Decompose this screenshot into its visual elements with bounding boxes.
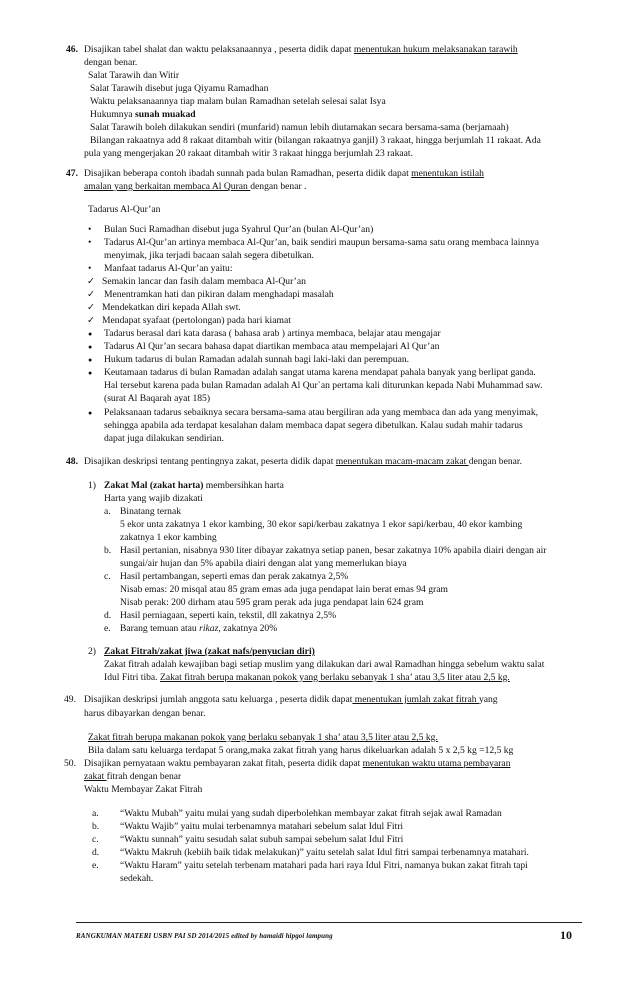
q46-line2: dengan benar. <box>84 57 138 68</box>
dot-bullet-icon: ● <box>88 369 93 377</box>
q47-dot-4-cont2: (surat Al Baqarah ayat 185) <box>104 393 211 404</box>
q48-item-d: Hasil perniagaan, seperti kain, tekstil, dll zakatnya 2,5% <box>120 610 337 621</box>
q47-indicator-1: menentukan istilah <box>411 168 484 179</box>
q47-dot-2: Tadarus Al Qur’an secara bahasa dapat diartikan membaca atau mempelajari Al Qur’an <box>104 341 440 352</box>
q48-item-a-line3: zakatnya 1 ekor kambing <box>120 532 217 543</box>
q48-section1-number: 1) <box>88 480 96 491</box>
q47-bullet-3: Manfaat tadarus Al-Qur’an yaitu: <box>104 263 233 274</box>
q50-item-b: “Waktu Wajib” yaitu mulai terbenamnya matahari sebelum salat Idul Fitri <box>120 821 404 832</box>
q50-item-d: “Waktu Makruh (kebiih baik tidak melakukan)” yaitu setelah salat Idul fitri sampai terbenamnya matahari. <box>120 847 529 858</box>
q47-check-1: Semakin lancar dan fasih dalam membaca Al-Qur’an <box>102 276 306 287</box>
q48-item-c-marker: c. <box>104 571 111 582</box>
q48-indicator: menentukan macam-macam zakat <box>335 456 469 467</box>
q50-item-e: “Waktu Haram” yaitu setelah terbenam matahari pada hari raya Idul Fitri, namanya bukan zakat fitrah tapi <box>120 860 528 871</box>
q47-dot-5-cont2: dapat juga dilakukan sendirian. <box>104 433 224 444</box>
q47-heading: Tadarus Al-Qur’an <box>88 204 161 215</box>
q48-item-c-line2: Nisab emas: 20 misqal atau 85 gram emas ada juga pendapat lain berat emas 94 gram <box>120 584 448 595</box>
bullet-marker: • <box>88 263 92 274</box>
q48-item-b-line2: sungai/air hujan dan 5% apabila diairi dengan alat yang memerlukan biaya <box>120 558 407 569</box>
q49-line3: Zakat fitrah berupa makanan pokok yang berlaku sebanyak 1 sha’ atau 3,5 liter atau 2,5 kg. <box>88 732 438 743</box>
q47-dot-5-cont: sehingga apabila ada terdapat kesalahan dalam membaca dapat segera dibetulkan. Kalau sudah mahir tadarus <box>104 420 523 431</box>
page-number: 10 <box>560 928 572 942</box>
check-icon: ✓ <box>87 302 96 313</box>
q49-line4: Bila dalam satu keluarga terdapat 5 orang,maka zakat fitrah yang harus dikeluarkan adalah 5 x 2,5 kg =12,5 kg <box>88 745 514 756</box>
q50-indicator-1: menentukan waktu utama pembayaran <box>362 758 511 769</box>
q50-item-e-cont: sedekah. <box>120 873 154 884</box>
q47-dot-3: Hukum tadarus di bulan Ramadan adalah sunnah bagi laki-laki dan perempuan. <box>104 354 410 365</box>
q49-intro: Disajikan deskripsi jumlah anggota satu keluarga , peserta didik dapat menentukan jumlah zakat fitrah yang <box>84 694 498 705</box>
q50-intro: Disajikan pernyataan waktu pembayaran zakat fitah, peserta didik dapat menentukan waktu utama pembayaran <box>84 758 511 769</box>
q48-item-c: Hasil pertambangan, seperti emas dan perak zakatnya 2,5% <box>120 571 349 582</box>
q50-heading: Waktu Membayar Zakat Fitrah <box>84 784 203 795</box>
q48-section2-number: 2) <box>88 646 96 657</box>
q49-number: 49. <box>64 694 76 705</box>
q48-number: 48. <box>66 456 78 467</box>
q48-section2-line2: Idul Fitri tiba. Zakat fitrah berupa makanan pokok yang berlaku sebanyak 1 sha’ atau 3,5 liter atau 2,5 kg. <box>104 672 510 683</box>
q47-dot-4: Keutamaan tadarus di bulan Ramadan adalah sangat utama karena mendapat pahala banyak yang berlipat ganda. <box>104 367 536 378</box>
q50-item-c: “Waktu sunnah” yaitu sesudah salat subuh sampai sebelum salat Idul Fitri <box>120 834 404 845</box>
dot-bullet-icon: ● <box>88 330 93 338</box>
q48-section1-title: Zakat Mal (zakat harta) membersihkan harta <box>104 480 284 491</box>
q48-intro: Disajikan deskripsi tentang pentingnya zakat, peserta didik dapat menentukan macam-macam zakat dengan benar. <box>84 456 522 467</box>
q46-line9: pula yang mengerjakan 20 rakaat ditambah witir 3 rakaat hingga berjumlah 23 rakaat. <box>84 148 413 159</box>
q50-line2: zakat fitrah dengan benar <box>84 771 182 782</box>
q47-bullet-2-cont: menyimak, jika terjadi bacaan salah segera dibetulkan. <box>104 250 314 261</box>
q47-indicator-2: amalan yang berkaitan membaca Al Quran <box>84 181 251 192</box>
q50-item-c-marker: c. <box>92 834 99 845</box>
q46-hukum-value: sunah muakad <box>135 109 196 120</box>
footer-text: RANGKUMAN MATERI USBN PAI SD 2014/2015 edited by hamaidi hipgoi lampung <box>76 932 333 940</box>
q48-item-d-marker: d. <box>104 610 112 621</box>
q47-bullet-2: Tadarus Al-Qur’an artinya membaca Al-Qur’an, baik sendiri maupun bersama-sama satu orang membaca lainnya <box>104 237 540 248</box>
q46-line6: Hukumnya sunah muakad <box>90 109 196 120</box>
q48-item-e: Barang temuan atau rikaz, zakatnya 20% <box>120 623 278 634</box>
q47-dot-4-cont: Hal tersebut karena pada bulan Ramadan adalah Al Qur`an pertama kali diturunkan kepada Nabi Muhammad saw. <box>104 380 543 391</box>
q46-line3: Salat Tarawih dan Witir <box>88 70 180 81</box>
q47-dot-1: Tadarus berasal dari kata darasa ( bahasa arab ) artinya membaca, belajar atau mengajar <box>104 328 441 339</box>
q50-item-a-marker: a. <box>92 808 99 819</box>
dot-bullet-icon: ● <box>88 343 93 351</box>
check-icon: ✓ <box>87 315 96 326</box>
q48-section2-line1: Zakat fitrah adalah kewajiban bagi setiap muslim yang dilakukan dari awal Ramadhan hingga sebelum waktu salat <box>104 659 545 670</box>
q47-check-4: Mendapat syafaat (pertolongan) pada hari kiamat <box>102 315 291 326</box>
q46-indicator: menentukan hukum melaksanakan tarawih <box>353 44 518 55</box>
q49-indicator: menentukan jumlah zakat fitrah <box>352 694 479 705</box>
bullet-marker: • <box>88 237 92 248</box>
q49-line2: harus dibayarkan dengan benar. <box>84 708 206 719</box>
q48-item-e-marker: e. <box>104 623 111 634</box>
q47-bullet-1: Bulan Suci Ramadhan disebut juga Syahrul Qur’an (bulan Al-Qur’an) <box>104 224 374 235</box>
q47-check-3: Mendekatkan diri kepada Allah swt. <box>102 302 241 313</box>
q50-item-e-marker: e. <box>92 860 99 871</box>
q50-item-a: “Waktu Mubah” yaitu mulai yang sudah diperbolehkan membayar zakat fitrah sejak awal Ramadan <box>120 808 502 819</box>
q46-line4: Salat Tarawih disebut juga Qiyamu Ramadhan <box>90 83 269 94</box>
q50-item-d-marker: d. <box>92 847 100 858</box>
q48-section2-title: Zakat Fitrah/zakat jiwa (zakat nafs/penyucian diri) <box>104 646 315 657</box>
q48-item-a-line2: 5 ekor unta zakatnya 1 ekor kambing, 30 ekor sapi/kerbau zakatnya 1 ekor sapi/kerbau, 40 ekor kambing <box>120 519 523 530</box>
q48-item-c-line3: Nisab perak: 200 dirham atau 595 gram perak ada juga pendapat lain 624 gram <box>120 597 424 608</box>
q46-line5: Waktu pelaksanaannya tiap malam bulan Ramadhan setelah selesai salat Isya <box>90 96 386 107</box>
q48-item-a: Binatang ternak <box>120 506 182 517</box>
q48-item-b-marker: b. <box>104 545 112 556</box>
q50-indicator-2: zakat <box>84 771 107 782</box>
q47-intro: Disajikan beberapa contoh ibadah sunnah pada bulan Ramadhan, peserta didik dapat menentukan istilah <box>84 168 484 179</box>
q47-dot-5: Pelaksanaan tadarus sebaiknya secara bersama-sama atau bergiliran ada yang membaca dan ada yang menyimak, <box>104 407 539 418</box>
dot-bullet-icon: ● <box>88 409 93 417</box>
q48-item-a-marker: a. <box>104 506 111 517</box>
q47-number: 47. <box>66 168 78 179</box>
q46-intro: Disajikan tabel shalat dan waktu pelaksanaannya , peserta didik dapat menentukan hukum melaksanakan tarawih <box>84 44 518 55</box>
check-icon: ✓ <box>87 289 96 300</box>
q47-line2: amalan yang berkaitan membaca Al Quran dengan benar . <box>84 181 307 192</box>
q47-check-2: Menentramkan hati dan pikiran dalam menghadapi masalah <box>104 289 334 300</box>
q46-number: 46. <box>66 44 78 55</box>
q46-line7: Salat Tarawih boleh dilakukan sendiri (munfarid) namun lebih diutamakan secara bersama-sama (berjamaah) <box>90 122 509 133</box>
footer-divider <box>76 922 582 923</box>
q50-number: 50. <box>64 758 76 769</box>
q48-item-b: Hasil pertanian, nisabnya 930 liter dibayar zakatnya setiap panen, besar zakatnya 10% apabila diairi dengan air <box>120 545 547 556</box>
q46-line8: Bilangan rakaatnya add 8 rakaat ditambah witir (bilangan rakaatnya ganjil) 3 rakaat, hingga berjumlah 11 rakaat. Ada <box>90 135 541 146</box>
dot-bullet-icon: ● <box>88 356 93 364</box>
bullet-marker: • <box>88 224 92 235</box>
q48-section1-sub: Harta yang wajib dizakati <box>104 493 203 504</box>
q50-item-b-marker: b. <box>92 821 100 832</box>
check-icon: ✓ <box>87 276 96 287</box>
